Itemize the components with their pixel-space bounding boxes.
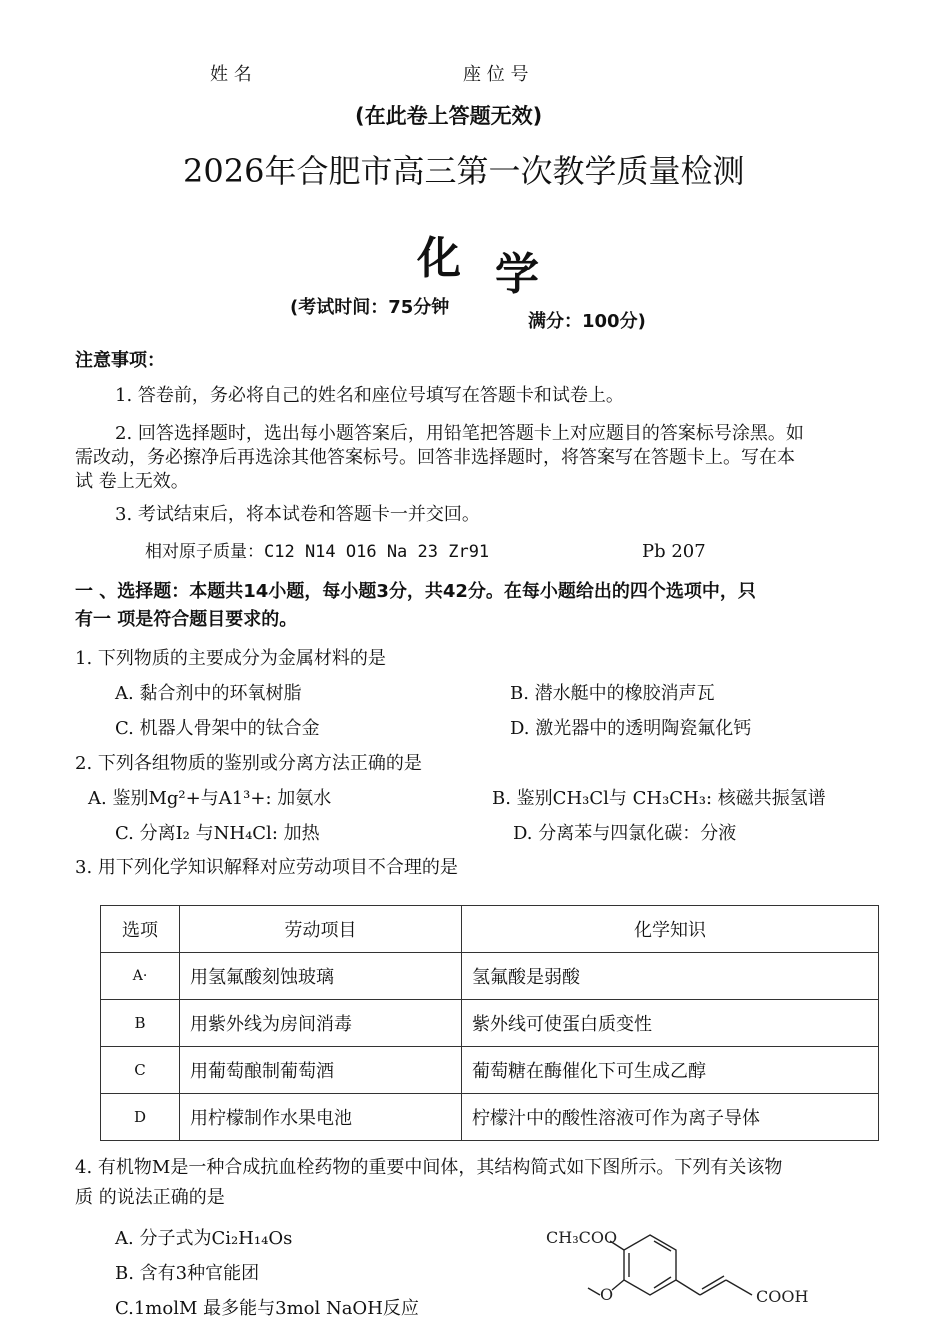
notice-title: 注意事项： [75, 350, 165, 371]
question-1-option-b: B. 潜水艇中的橡胶消声瓦 [510, 683, 715, 704]
table-cell-labor: 用氢氟酸刻蚀玻璃 [180, 953, 462, 1000]
table-header-option: 选项 [101, 906, 180, 953]
notice-item-1: 1. 答卷前，务必将自己的姓名和座位号填写在答题卡和试卷上。 [115, 385, 624, 406]
table-cell-labor: 用紫外线为房间消毒 [180, 1000, 462, 1047]
question-1-option-a: A. 黏合剂中的环氧树脂 [115, 683, 302, 704]
question-2-option-a: A. 鉴别Mg²+与A1³+: 加氨水 [88, 788, 332, 809]
table-row [101, 1047, 879, 1094]
table-cell-option: A· [101, 953, 180, 1000]
question-1-option-c: C. 机器人骨架中的钛合金 [115, 718, 320, 739]
notice-item-3: 3. 考试结束后，将本试卷和答题卡一并交回。 [115, 504, 480, 525]
table-header-labor: 劳动项目 [180, 906, 462, 953]
table-cell-labor: 用柠檬制作水果电池 [180, 1094, 462, 1141]
question-2-stem: 2. 下列各组物质的鉴别或分离方法正确的是 [75, 753, 422, 774]
table-cell-knowledge: 葡萄糖在酶催化下可生成乙醇 [462, 1047, 879, 1094]
table-cell-knowledge: 柠檬汁中的酸性溶液可作为离子导体 [462, 1094, 879, 1141]
notice-item-2-line-2: 需改动，务必擦净后再选涂其他答案标号。回答非选择题时，将答案写在答题卡上。写在本 [75, 447, 795, 468]
question-4-option-a: A. 分子式为Ci₂H₁₄Os [115, 1228, 293, 1249]
question-3-table [100, 905, 879, 1141]
table-cell-option: D [101, 1094, 180, 1141]
question-2-option-d: D. 分离苯与四氯化碳：分液 [513, 823, 737, 844]
question-4-stem-line-1: 4. 有机物M是一种合成抗血栓药物的重要中间体，其结构简式如下图所示。下列有关该物 [75, 1157, 783, 1178]
section-1-heading-line-2: 有一 项是符合题目要求的。 [75, 609, 298, 630]
table-cell-option: C [101, 1047, 180, 1094]
subject-char-1: 化 [417, 233, 461, 284]
notice-item-2-line-1: 2. 回答选择题时，选出每小题答案后，用铅笔把答题卡上对应题目的答案标号涂黑。如 [115, 423, 804, 444]
table-row [101, 1000, 879, 1047]
notice-item-2-line-3: 试 卷上无效。 [75, 471, 189, 492]
full-score: 满分：100分) [528, 311, 646, 332]
table-cell-knowledge: 氢氟酸是弱酸 [462, 953, 879, 1000]
atomic-mass-pb: Pb 207 [642, 541, 706, 562]
table-cell-knowledge: 紫外线可使蛋白质变性 [462, 1000, 879, 1047]
carboxyl-group-label: COOH [756, 1287, 809, 1306]
name-label: 姓 名 [210, 64, 252, 85]
question-1-option-d: D. 激光器中的透明陶瓷氟化钙 [510, 718, 752, 739]
table-row [101, 1094, 879, 1141]
question-1-stem: 1. 下列物质的主要成分为金属材料的是 [75, 648, 386, 669]
section-1-heading-line-1: 一 、选择题：本题共14小题，每小题3分，共42分。在每小题给出的四个选项中，只 [75, 581, 756, 602]
atomic-mass-list: 相对原子质量：C12 N14 O16 Na 23 Zr91 [145, 542, 490, 562]
question-2-option-b: B. 鉴别CH₃Cl与 CH₃CH₃: 核磁共振氢谱 [492, 788, 826, 809]
table-cell-option: B [101, 1000, 180, 1047]
question-3-stem: 3. 用下列化学知识解释对应劳动项目不合理的是 [75, 857, 458, 878]
table-cell-labor: 用葡萄酿制葡萄酒 [180, 1047, 462, 1094]
question-4-stem-line-2: 质 的说法正确的是 [75, 1187, 225, 1208]
question-2-option-c: C. 分离I₂ 与NH₄Cl: 加热 [115, 823, 320, 844]
exam-time: (考试时间：75分钟 [290, 297, 450, 318]
methoxy-oxygen-label: O [600, 1285, 614, 1304]
molecule-m-structure [540, 1215, 820, 1315]
table-row [101, 953, 879, 1000]
seat-number-label: 座 位 号 [463, 64, 529, 85]
invalid-answer-note: (在此卷上答题无效) [355, 104, 543, 128]
subject-char-2: 学 [495, 249, 539, 300]
ester-group-label: CH₃COO [546, 1228, 618, 1247]
table-header-knowledge: 化学知识 [462, 906, 879, 953]
exam-title: 2026年合肥市高三第一次教学质量检测 [183, 152, 745, 190]
question-4-option-c: C.1molM 最多能与3mol NaOH反应 [115, 1298, 419, 1319]
table-header-row [101, 906, 879, 953]
question-4-option-b: B. 含有3种官能团 [115, 1263, 260, 1284]
